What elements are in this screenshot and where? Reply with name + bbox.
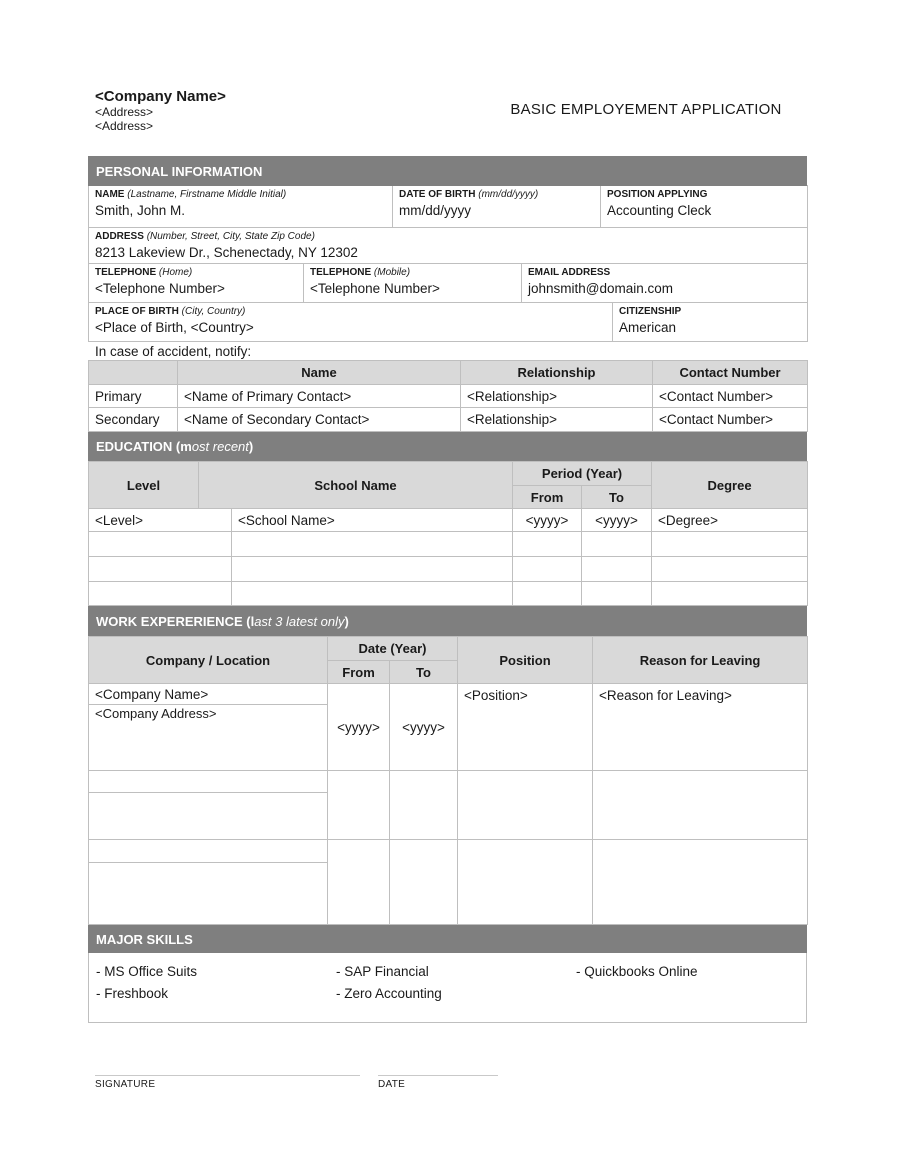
education-from-value[interactable] [513,557,582,582]
education-degree-value[interactable] [652,532,808,557]
table-row [89,532,808,557]
company-address-line-2[interactable]: <Address> [95,119,154,133]
education-from-value[interactable] [513,582,582,606]
skill-item: - Freshbook [96,986,169,1001]
education-level-value[interactable] [89,582,232,606]
telephone-home-hint: (Home) [158,267,193,278]
company-address-line-1[interactable]: <Address> [95,105,154,119]
skill-item: - Quickbooks Online [576,964,698,979]
education-to-value[interactable] [582,582,652,606]
name-value[interactable]: Smith, John M. [95,203,186,218]
work-to-value[interactable] [390,840,458,925]
education-section-header [88,432,807,461]
education-from-value[interactable]: <yyyy> [513,509,582,532]
position-applying-field[interactable] [601,186,808,228]
education-degree-value[interactable]: <Degree> [652,509,808,532]
work-date-header: Date (Year) [328,637,458,661]
education-level-header: Level [89,462,199,509]
dob-value[interactable]: mm/dd/yyyy [399,203,472,218]
personal-info-row-3 [88,263,808,303]
date-line[interactable] [378,1075,498,1090]
personal-info-row-4 [88,302,808,342]
skills-column-1 [96,961,336,1022]
work-company-name-value[interactable]: <Company Name> [89,684,328,705]
education-level-value[interactable]: <Level> [89,509,232,532]
citizenship-value[interactable]: American [619,320,677,335]
skill-item: - SAP Financial [336,964,429,979]
dob-field[interactable] [393,186,601,228]
document-header [88,88,807,156]
education-school-value[interactable] [232,582,513,606]
telephone-mobile-label: TELEPHONE (Mobile) [310,267,411,278]
education-to-value[interactable] [582,557,652,582]
work-from-value[interactable] [328,771,390,840]
place-of-birth-label: PLACE OF BIRTH (City, Country) [95,306,246,317]
primary-contact-name[interactable]: <Name of Primary Contact> [178,385,461,408]
education-to-value[interactable] [582,532,652,557]
education-to-header: To [582,486,652,509]
table-row [89,840,808,863]
education-to-value[interactable]: <yyyy> [582,509,652,532]
citizenship-field[interactable] [613,303,808,342]
signature-area [88,1075,807,1090]
address-field[interactable] [89,228,808,264]
major-skills-list [88,953,807,1023]
work-from-header: From [328,661,390,684]
work-to-header: To [390,661,458,684]
email-field[interactable] [522,264,808,303]
place-of-birth-hint: (City, Country) [181,306,246,317]
email-value[interactable]: johnsmith@domain.com [528,281,674,296]
education-header-table [88,461,808,509]
address-value[interactable]: 8213 Lakeview Dr., Schenectady, NY 12302 [95,245,358,260]
telephone-mobile-field[interactable] [304,264,522,303]
work-company-name-value[interactable] [89,771,328,793]
primary-contact-relationship[interactable]: <Relationship> [461,385,653,408]
work-company-address-value[interactable]: <Company Address> [89,705,328,771]
secondary-contact-number[interactable]: <Contact Number> [653,408,808,432]
work-company-name-value[interactable] [89,840,328,863]
signature-line[interactable] [95,1075,360,1090]
emergency-contact-number-header: Contact Number [653,361,808,385]
education-from-header: From [513,486,582,509]
work-from-value[interactable] [328,840,390,925]
position-applying-label: POSITION APPLYING [607,189,708,200]
emergency-relationship-header: Relationship [461,361,653,385]
secondary-contact-relationship[interactable]: <Relationship> [461,408,653,432]
work-company-address-value[interactable] [89,863,328,925]
telephone-home-field[interactable] [89,264,304,303]
education-degree-value[interactable] [652,582,808,606]
name-field[interactable] [89,186,393,228]
skill-item: - Zero Accounting [336,986,442,1001]
telephone-mobile-value[interactable]: <Telephone Number> [310,281,440,296]
education-school-value[interactable] [232,532,513,557]
emergency-contact-intro: In case of accident, notify: [95,344,252,359]
work-to-value[interactable]: <yyyy> [390,684,458,771]
work-reason-value[interactable] [593,771,808,840]
table-row [89,771,808,793]
personal-info-row-1 [88,185,808,228]
table-row [89,385,808,408]
dob-label: DATE OF BIRTH (mm/dd/yyyy) [399,189,539,200]
position-applying-value[interactable]: Accounting Cleck [607,203,712,218]
skills-column-3 [576,961,806,1022]
telephone-home-label: TELEPHONE (Home) [95,267,193,278]
work-reason-header: Reason for Leaving [593,637,808,684]
work-position-value[interactable] [458,771,593,840]
education-body-table [88,508,808,606]
signature-label: SIGNATURE [95,1079,156,1090]
education-degree-value[interactable] [652,557,808,582]
secondary-contact-name[interactable]: <Name of Secondary Contact> [178,408,461,432]
work-reason-value[interactable] [593,840,808,925]
skills-column-2 [336,961,576,1022]
table-row [89,509,808,532]
education-level-value[interactable] [89,532,232,557]
skill-item: - MS Office Suits [96,964,198,979]
table-row [89,684,808,705]
work-position-header: Position [458,637,593,684]
education-school-value[interactable]: <School Name> [232,509,513,532]
date-label: DATE [378,1079,406,1090]
address-label: ADDRESS (Number, Street, City, State Zip Code) [95,231,315,242]
place-of-birth-value[interactable]: <Place of Birth, <Country> [95,320,254,335]
major-skills-title: MAJOR SKILLS [96,931,193,947]
place-of-birth-field[interactable] [89,303,613,342]
telephone-mobile-hint: (Mobile) [373,267,411,278]
work-company-address-value[interactable] [89,793,328,840]
education-level-value[interactable] [89,557,232,582]
work-experience-table [88,636,808,925]
work-position-value[interactable] [458,840,593,925]
document-title: BASIC EMPLOYEMENT APPLICATION [510,101,782,118]
emergency-contact-table [88,360,808,432]
dob-hint: (mm/dd/yyyy) [478,189,539,200]
education-degree-header: Degree [652,462,808,509]
education-period-header: Period (Year) [513,462,652,486]
citizenship-label: CITIZENSHIP [619,306,682,317]
name-label: NAME (Lastname, Firstname Middle Initial) [95,189,287,200]
personal-information-section-header [88,156,807,186]
work-company-header: Company / Location [89,637,328,684]
education-title: EDUCATION (most recent) [96,439,254,454]
document-content [88,88,807,1090]
secondary-contact-type: Secondary [89,408,178,432]
personal-information-title: PERSONAL INFORMATION [96,163,263,179]
education-from-value[interactable] [513,532,582,557]
work-position-value[interactable]: <Position> [458,684,593,771]
address-hint: (Number, Street, City, State Zip Code) [146,231,315,242]
education-school-header: School Name [199,462,513,509]
emergency-blank-header [89,361,178,385]
personal-info-row-2 [88,227,808,264]
email-label: EMAIL ADDRESS [528,267,611,278]
education-school-value[interactable] [232,557,513,582]
work-reason-value[interactable]: <Reason for Leaving> [593,684,808,771]
work-experience-section-header [88,606,807,636]
table-row [89,557,808,582]
table-row [89,582,808,606]
emergency-name-header: Name [178,361,461,385]
work-to-value[interactable] [390,771,458,840]
primary-contact-type: Primary [89,385,178,408]
company-name[interactable]: <Company Name> [95,88,226,105]
name-hint: (Lastname, Firstname Middle Initial) [127,189,287,200]
work-from-value[interactable]: <yyyy> [328,684,390,771]
telephone-home-value[interactable]: <Telephone Number> [95,281,225,296]
primary-contact-number[interactable]: <Contact Number> [653,385,808,408]
major-skills-section-header [88,925,807,953]
table-row [89,408,808,432]
work-experience-title: WORK EXPERERIENCE (last 3 latest only) [96,613,349,629]
